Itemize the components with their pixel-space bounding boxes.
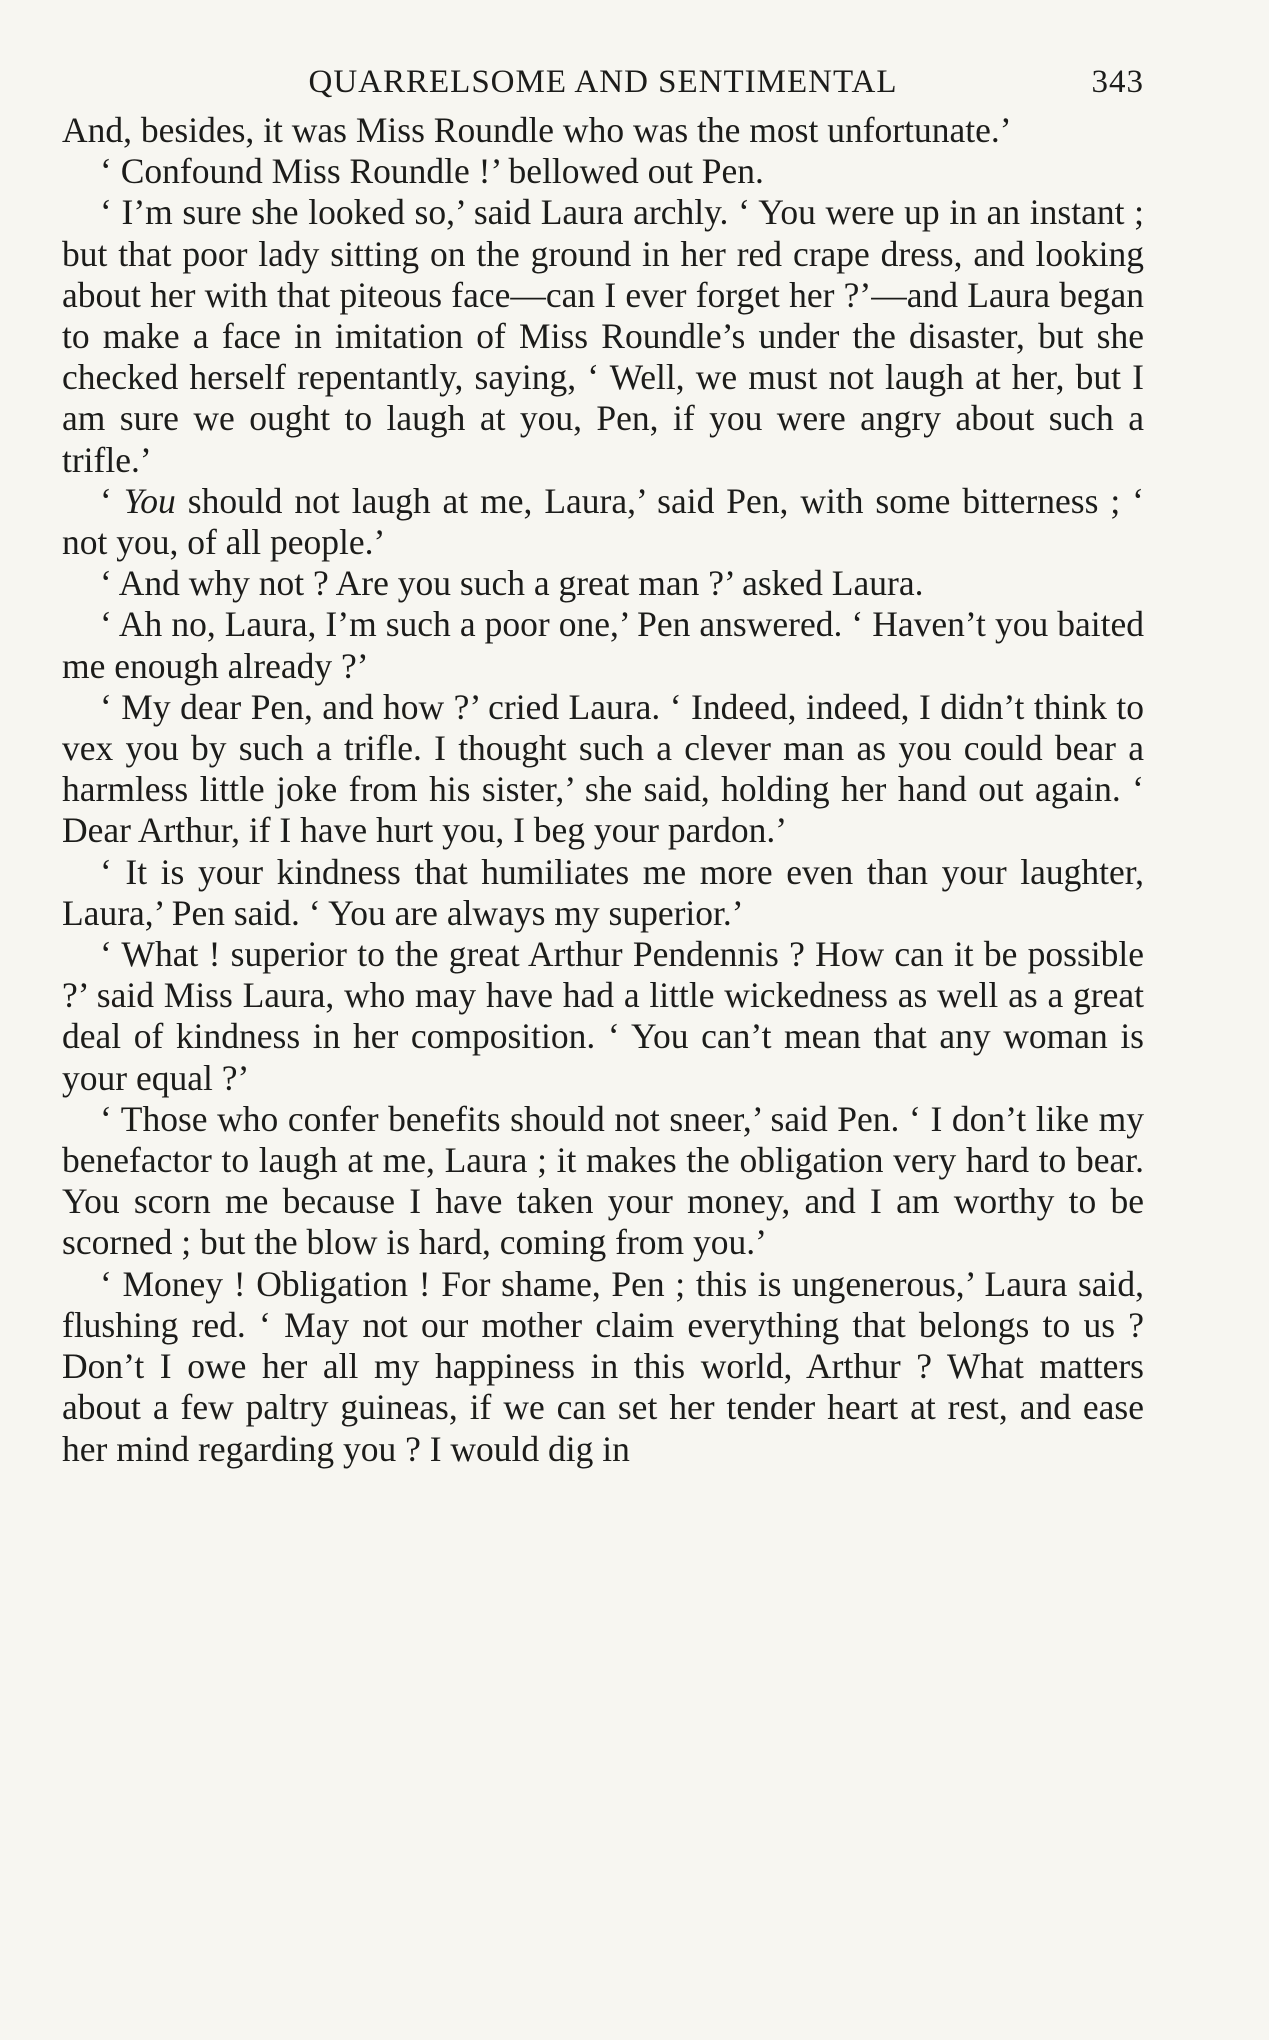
emphasis: You [123, 480, 176, 521]
paragraph: ‘ Those who confer benefits should not sneer,’ said Pen. ‘ I don’t like my benefactor to laugh at me, Laura ; it makes the obligation very hard to bear. You scorn me because I have taken your money, and I am worthy to be scorned ; but the blow is hard, coming from you.’ [62, 1098, 1144, 1263]
paragraph: ‘ Ah no, Laura, I’m such a poor one,’ Pen answered. ‘ Haven’t you baited me enough already ?’ [62, 604, 1144, 686]
paragraph: ‘ Confound Miss Roundle !’ bellowed out Pen. [100, 151, 764, 192]
paragraph: ‘ You should not laugh at me, Laura,’ said Pen, with some bitterness ; ‘ not you, of all people.’ [62, 480, 1144, 563]
book-page [62, 60, 1144, 1470]
paragraph: ‘ What ! superior to the great Arthur Pendennis ? How can it be possible ?’ said Miss Laura, who may have had a little wickedness as well as a great deal of kindness in her composition. ‘ You can’t mean that any woman is your equal ?’ [62, 934, 1144, 1098]
paragraph: And, besides, it was Miss Roundle who was the most unfortunate.’ [62, 110, 1012, 150]
running-header [62, 60, 1144, 110]
paragraph: ‘ Money ! Obligation ! For shame, Pen ; this is ungenerous,’ Laura said, flushing red. ‘ May not our mother claim everything that belongs to us ? Don’t I owe her all my happiness in this world, Arthur ? What matters about a few paltry guineas, if we can set her tender heart at rest, and ease her mind regarding you ? I would dig in [62, 1263, 1144, 1469]
page-number: 343 [1091, 64, 1144, 100]
running-title: QUARRELSOME AND SENTIMENTAL [308, 64, 898, 100]
paragraph: ‘ It is your kindness that humiliates me more even than your laughter, Laura,’ Pen said. ‘ You are always my superior.’ [62, 851, 1144, 933]
paragraph: ‘ And why not ? Are you such a great man ?’ asked Laura. [100, 563, 924, 604]
paragraph: ‘ My dear Pen, and how ?’ cried Laura. ‘ Indeed, indeed, I didn’t think to vex you by such a trifle. I thought such a clever man as you could bear a harmless little joke from his sister,’ she said, holding her hand out again. ‘ Dear Arthur, if I have hurt you, I beg your pardon.’ [62, 686, 1144, 851]
body-text [62, 110, 1144, 1470]
paragraph: ‘ I’m sure she looked so,’ said Laura archly. ‘ You were up in an instant ; but that poor lady sitting on the ground in her red crape dress, and looking about her with that piteous face—can I ever forget her ?’—and Laura began to make a face in imitation of Miss Roundle’s under the disaster, but she checked herself repentantly, saying, ‘ Well, we must not laugh at her, but I am sure we ought to laugh at you, Pen, if you were angry about such a trifle.’ [62, 192, 1144, 480]
